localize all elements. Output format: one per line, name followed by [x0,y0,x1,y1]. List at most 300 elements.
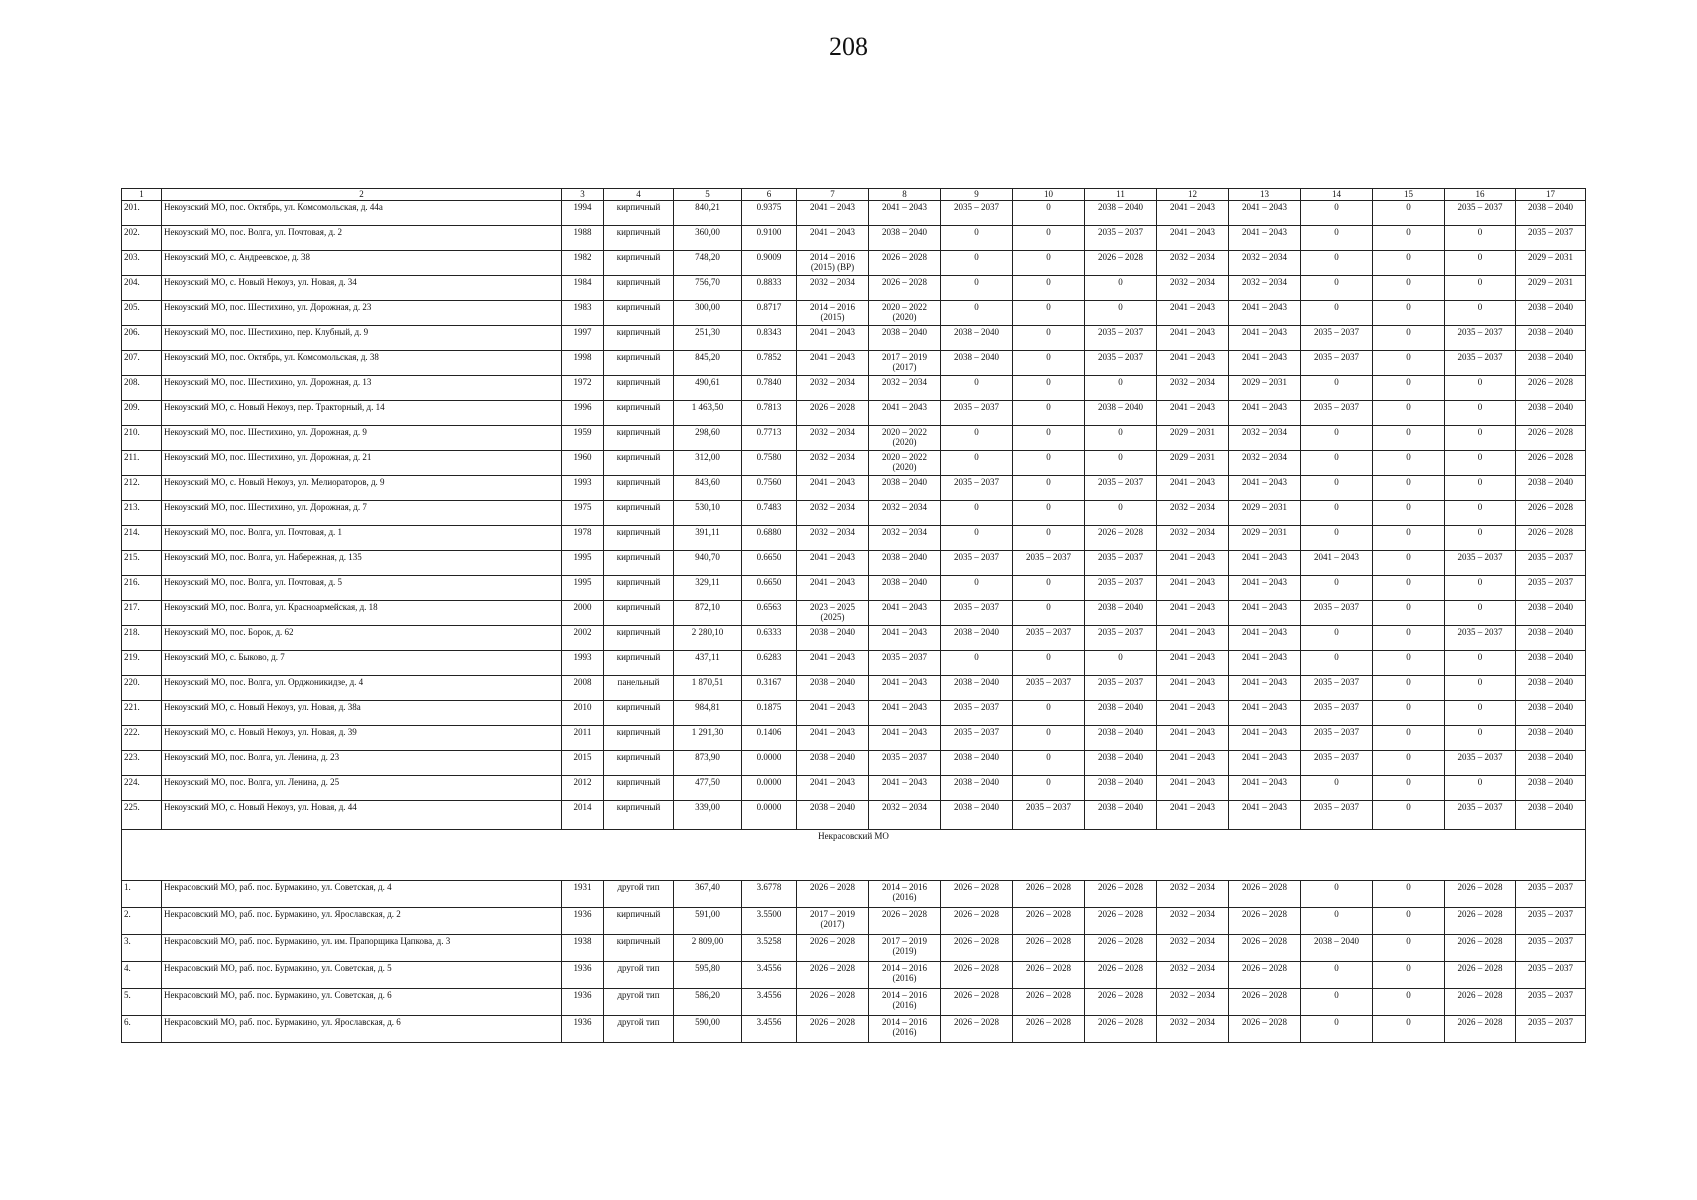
table-cell: 2035 – 2037 [941,401,1013,426]
table-cell: 2035 – 2037 [1516,962,1586,989]
table-cell: 0.6333 [742,626,797,651]
table-cell: 0.3167 [742,676,797,701]
table-cell: 0 [941,501,1013,526]
table-cell: 0 [1013,701,1085,726]
address-cell: Некоузский МО, с. Андреевское, д. 38 [162,251,562,276]
table-cell: 2038 – 2040 [941,676,1013,701]
table-cell: 0 [1373,576,1445,601]
table-cell: 2026 – 2028 [1085,908,1157,935]
table-cell: 0.1875 [742,701,797,726]
table-cell: 0 [1445,776,1516,801]
table-row [122,881,1586,908]
column-number: 12 [1157,189,1229,201]
address-cell: Некоузский МО, пос. Волга, ул. Почтовая, д. 1 [162,526,562,551]
table-cell: 2010 [562,701,604,726]
table-cell: 0 [941,451,1013,476]
table-cell: 872,10 [674,601,742,626]
table-cell: 2020 – 2022 (2020) [869,451,941,476]
table-cell: 2041 – 2043 [1157,626,1229,651]
address-cell: Некрасовский МО, раб. пос. Бурмакино, ул. Ярославская, д. 6 [162,1016,562,1043]
table-cell: кирпичный [604,776,674,801]
table-cell: 2020 – 2022 (2020) [869,301,941,326]
table-cell: 2026 – 2028 [1085,935,1157,962]
table-cell: 2035 – 2037 [1085,476,1157,501]
table-cell: 0 [1085,376,1157,401]
table-cell: 0 [1445,526,1516,551]
row-number: 6. [122,1016,162,1043]
row-number: 218. [122,626,162,651]
table-cell: 0 [941,251,1013,276]
table-cell: 2041 – 2043 [1229,401,1301,426]
table-cell: 0 [1445,251,1516,276]
table-cell: 2038 – 2040 [1301,935,1373,962]
table-cell: 2041 – 2043 [869,701,941,726]
table-cell: 0.6880 [742,526,797,551]
table-cell: 2035 – 2037 [1013,626,1085,651]
address-cell: Некоузский МО, пос. Волга, ул. Почтовая, д. 2 [162,226,562,251]
table-row [122,401,1586,426]
table-cell: 0 [1301,626,1373,651]
table-cell: 2032 – 2034 [1157,1016,1229,1043]
table-cell: 2032 – 2034 [797,501,869,526]
table-cell: 0 [1301,962,1373,989]
table-cell: 300,00 [674,301,742,326]
table-cell: кирпичный [604,576,674,601]
table-cell: 0.9009 [742,251,797,276]
table-cell: 0 [1013,251,1085,276]
table-row [122,501,1586,526]
table-cell: 2041 – 2043 [1157,576,1229,601]
table-row [122,726,1586,751]
table-cell: 0 [1085,501,1157,526]
row-number: 219. [122,651,162,676]
table-cell: 2035 – 2037 [1301,701,1373,726]
table-cell: 0 [1373,401,1445,426]
table-row [122,701,1586,726]
table-row [122,751,1586,776]
address-cell: Некоузский МО, с. Быково, д. 7 [162,651,562,676]
table-cell: 1995 [562,551,604,576]
table-cell: 1936 [562,989,604,1016]
table-cell: 0 [1301,201,1373,226]
column-number: 17 [1516,189,1586,201]
table-cell: 2035 – 2037 [1516,908,1586,935]
table-cell: 2017 – 2019 (2017) [797,908,869,935]
table-cell: 3.5258 [742,935,797,962]
table-cell: 0.6283 [742,651,797,676]
table-cell: кирпичный [604,226,674,251]
table-cell: 2014 – 2016 (2016) [869,881,941,908]
table-cell: 0 [1373,376,1445,401]
table-cell: 2026 – 2028 [1229,1016,1301,1043]
table-cell: кирпичный [604,301,674,326]
table-cell: 0 [1301,576,1373,601]
table-cell: 2035 – 2037 [1516,935,1586,962]
table-cell: 0 [1301,776,1373,801]
table-cell: 2041 – 2043 [1229,351,1301,376]
table-cell: 2026 – 2028 [1085,881,1157,908]
column-number: 16 [1445,189,1516,201]
table-cell: 2035 – 2037 [941,601,1013,626]
table-cell: 2029 – 2031 [1516,276,1586,301]
table-cell: 0 [1301,301,1373,326]
table-cell: 2041 – 2043 [1157,801,1229,830]
table-cell: 0 [1373,326,1445,351]
table-cell: 2041 – 2043 [1157,201,1229,226]
table-cell: 0 [1013,726,1085,751]
table-cell: кирпичный [604,451,674,476]
table-cell: 586,20 [674,989,742,1016]
table-row [122,326,1586,351]
table-cell: 2035 – 2037 [1301,726,1373,751]
column-number: 11 [1085,189,1157,201]
table-cell: 2029 – 2031 [1516,251,1586,276]
table-cell: кирпичный [604,326,674,351]
table-cell: 0 [1373,908,1445,935]
table-cell: 2023 – 2025 (2025) [797,601,869,626]
row-number: 212. [122,476,162,501]
table-cell: 3.4556 [742,1016,797,1043]
address-cell: Некоузский МО, пос. Шестихино, ул. Дорожная, д. 23 [162,301,562,326]
table-cell: 0 [1445,301,1516,326]
table-cell: 2032 – 2034 [797,526,869,551]
table-cell: 2038 – 2040 [1516,751,1586,776]
table-cell: 0 [1373,801,1445,830]
table-cell: 0 [1445,651,1516,676]
table-cell: 0 [1085,451,1157,476]
table-row [122,251,1586,276]
table-cell: кирпичный [604,351,674,376]
table-cell: 1994 [562,201,604,226]
row-number: 215. [122,551,162,576]
table-cell: 0 [1373,989,1445,1016]
table-cell: 2035 – 2037 [1516,226,1586,251]
table-cell: кирпичный [604,476,674,501]
column-number: 1 [122,189,162,201]
table-cell: 2035 – 2037 [1516,1016,1586,1043]
table-cell: 0 [941,226,1013,251]
table-cell: 0 [1445,376,1516,401]
table-cell: 0 [1301,451,1373,476]
table-cell: 2008 [562,676,604,701]
table-cell: 0 [1085,301,1157,326]
table-cell: 0 [1373,451,1445,476]
table-cell: 1988 [562,226,604,251]
table-cell: 2014 – 2016 (2015) [797,301,869,326]
table-cell: 0.0000 [742,776,797,801]
table-cell: 2026 – 2028 [797,1016,869,1043]
table-cell: 2041 – 2043 [797,776,869,801]
table-cell: 2029 – 2031 [1229,526,1301,551]
table-cell: 2038 – 2040 [1085,701,1157,726]
row-number: 224. [122,776,162,801]
table-cell: 0 [1373,301,1445,326]
table-cell: 2038 – 2040 [1516,701,1586,726]
table-cell: 0.7713 [742,426,797,451]
table-cell: 0 [1373,651,1445,676]
table-cell: 0 [1301,501,1373,526]
table-cell: 2026 – 2028 [1445,881,1516,908]
table-cell: 2038 – 2040 [869,226,941,251]
table-body-nekrasov [122,881,1586,1043]
table-cell: 2035 – 2037 [1516,989,1586,1016]
table-cell: другой тип [604,962,674,989]
table-cell: 2041 – 2043 [797,551,869,576]
table-cell: 0 [1013,401,1085,426]
table-cell: 984,81 [674,701,742,726]
table-cell: 0 [1373,351,1445,376]
table-cell: 1982 [562,251,604,276]
table-cell: 2026 – 2028 [797,401,869,426]
table-cell: 2038 – 2040 [869,326,941,351]
table-cell: 298,60 [674,426,742,451]
table-cell: 2032 – 2034 [1229,426,1301,451]
table-cell: 2035 – 2037 [1445,201,1516,226]
table-cell: 2026 – 2028 [941,881,1013,908]
table-cell: 0 [941,426,1013,451]
table-cell: 2041 – 2043 [869,626,941,651]
table-cell: 2038 – 2040 [1516,801,1586,830]
table-cell: 2026 – 2028 [941,989,1013,1016]
table-cell: 2026 – 2028 [1445,962,1516,989]
address-cell: Некоузский МО, пос. Шестихино, ул. Дорожная, д. 13 [162,376,562,401]
table-cell: 0 [1373,426,1445,451]
table-cell: 2035 – 2037 [1085,576,1157,601]
table-cell: 2026 – 2028 [1445,1016,1516,1043]
table-row [122,476,1586,501]
column-number: 8 [869,189,941,201]
table-cell: 2038 – 2040 [869,476,941,501]
table-cell: 2014 – 2016 (2015) (ВР) [797,251,869,276]
table-cell: 0 [1013,476,1085,501]
table-cell: 2038 – 2040 [941,801,1013,830]
table-cell: 2035 – 2037 [1516,576,1586,601]
table-cell: 0 [1301,1016,1373,1043]
address-cell: Некоузский МО, пос. Волга, ул. Почтовая, д. 5 [162,576,562,601]
table-row [122,935,1586,962]
table-cell: 2038 – 2040 [941,751,1013,776]
row-number: 222. [122,726,162,751]
table-cell: 2026 – 2028 [1085,1016,1157,1043]
table-cell: 2032 – 2034 [1229,276,1301,301]
table-cell: 2041 – 2043 [797,576,869,601]
table-cell: 2026 – 2028 [797,962,869,989]
table-cell: 2038 – 2040 [1516,326,1586,351]
table-cell: 2035 – 2037 [1301,351,1373,376]
table-cell: 3.5500 [742,908,797,935]
row-number: 221. [122,701,162,726]
table-cell: 2041 – 2043 [1229,326,1301,351]
table-cell: 0.7560 [742,476,797,501]
table-cell: 2041 – 2043 [1157,601,1229,626]
table-cell: 873,90 [674,751,742,776]
table-cell: 0 [1373,251,1445,276]
table-cell: 2026 – 2028 [869,276,941,301]
table-cell: 845,20 [674,351,742,376]
table-cell: 2026 – 2028 [1516,526,1586,551]
table-cell: 2026 – 2028 [1445,935,1516,962]
table-row [122,351,1586,376]
table-cell: 2032 – 2034 [1229,451,1301,476]
table-cell: 2029 – 2031 [1157,451,1229,476]
table-cell: 0 [1301,651,1373,676]
row-number: 220. [122,676,162,701]
table-cell: 2000 [562,601,604,626]
table-cell: 0 [1373,551,1445,576]
table-cell: 2026 – 2028 [941,935,1013,962]
table-cell: 2041 – 2043 [1229,301,1301,326]
address-cell: Некрасовский МО, раб. пос. Бурмакино, ул. Советская, д. 4 [162,881,562,908]
table-row [122,201,1586,226]
table-cell: 2035 – 2037 [869,651,941,676]
table-cell: 2014 – 2016 (2016) [869,989,941,1016]
table-row [122,908,1586,935]
table-cell: 2029 – 2031 [1229,376,1301,401]
table-cell: 0 [1445,226,1516,251]
table-cell: кирпичный [604,276,674,301]
table-cell: 2041 – 2043 [797,701,869,726]
table-row [122,451,1586,476]
table-cell: 2041 – 2043 [797,351,869,376]
table-cell: 1995 [562,576,604,601]
table-cell: 2 809,00 [674,935,742,962]
table-cell: 0 [1445,601,1516,626]
table-body-nekouz [122,201,1586,801]
row-number: 203. [122,251,162,276]
row-number: 201. [122,201,162,226]
column-number: 6 [742,189,797,201]
table-cell: 0 [1013,651,1085,676]
table-cell: 2038 – 2040 [941,351,1013,376]
table-cell: 2026 – 2028 [941,908,1013,935]
table-row [122,1016,1586,1043]
table-cell: 2038 – 2040 [1516,301,1586,326]
table-cell: 2041 – 2043 [869,401,941,426]
table-cell: 2026 – 2028 [1516,501,1586,526]
table-cell: 2015 [562,751,604,776]
table-cell: 0 [1445,676,1516,701]
address-cell: Некоузский МО, с. Новый Некоуз, пер. Тракторный, д. 14 [162,401,562,426]
table-cell: 530,10 [674,501,742,526]
table-cell: кирпичный [604,251,674,276]
table-cell: 2032 – 2034 [1157,908,1229,935]
address-cell: Некрасовский МО, раб. пос. Бурмакино, ул. Ярославская, д. 2 [162,908,562,935]
table-cell: 1936 [562,962,604,989]
table-cell: 2026 – 2028 [797,935,869,962]
table-cell: 2038 – 2040 [1516,476,1586,501]
table-cell: 0 [1373,726,1445,751]
table-cell: 2041 – 2043 [1229,751,1301,776]
table-cell: 2038 – 2040 [797,751,869,776]
table-cell: 2035 – 2037 [941,701,1013,726]
table-cell: 0 [941,576,1013,601]
table-cell: 1978 [562,526,604,551]
table-cell: 0 [1445,276,1516,301]
table-row [122,651,1586,676]
table-cell: 2026 – 2028 [1013,908,1085,935]
table-cell: кирпичный [604,601,674,626]
address-cell: Некоузский МО, пос. Шестихино, пер. Клубный, д. 9 [162,326,562,351]
table-cell: 367,40 [674,881,742,908]
address-cell: Некоузский МО, пос. Волга, ул. Красноармейская, д. 18 [162,601,562,626]
row-number: 206. [122,326,162,351]
row-number: 209. [122,401,162,426]
address-cell: Некрасовский МО, раб. пос. Бурмакино, ул. Советская, д. 5 [162,962,562,989]
table-cell: 2041 – 2043 [1229,201,1301,226]
table-cell: 2035 – 2037 [1085,551,1157,576]
table-cell: 0 [1373,201,1445,226]
table-cell: 2026 – 2028 [1445,908,1516,935]
table-cell: 2038 – 2040 [869,576,941,601]
table-cell: 2041 – 2043 [1229,726,1301,751]
table-cell: 2038 – 2040 [1516,401,1586,426]
table-cell: 2041 – 2043 [797,226,869,251]
table-cell: кирпичный [604,751,674,776]
table-cell: 0 [1445,401,1516,426]
address-cell: Некоузский МО, пос. Волга, ул. Ленина, д. 23 [162,751,562,776]
table-cell: кирпичный [604,201,674,226]
table-cell: 2032 – 2034 [1157,962,1229,989]
table-cell: 2038 – 2040 [869,551,941,576]
table-cell: 2032 – 2034 [869,501,941,526]
table-cell: 0 [1013,576,1085,601]
table-cell: 2026 – 2028 [1516,376,1586,401]
table-cell: 2026 – 2028 [1516,451,1586,476]
address-cell: Некоузский МО, пос. Октябрь, ул. Комсомольская, д. 38 [162,351,562,376]
table-cell: 2026 – 2028 [1013,1016,1085,1043]
table-cell: 2041 – 2043 [1157,401,1229,426]
table-cell: 2026 – 2028 [1516,426,1586,451]
table-cell: 0 [1013,326,1085,351]
table-cell: 2026 – 2028 [1013,935,1085,962]
row-number: 217. [122,601,162,626]
row-number: 210. [122,426,162,451]
table-cell: 1983 [562,301,604,326]
table-cell: кирпичный [604,426,674,451]
table-cell: 0 [1013,751,1085,776]
table-cell: 1997 [562,326,604,351]
table-cell: 0 [1373,776,1445,801]
table-cell: другой тип [604,881,674,908]
table-cell: 2041 – 2043 [1229,701,1301,726]
table-cell: 0.6650 [742,576,797,601]
table-cell: 2035 – 2037 [1301,676,1373,701]
table-cell: кирпичный [604,376,674,401]
table-cell: 2041 – 2043 [1301,551,1373,576]
table-cell: 2035 – 2037 [1445,326,1516,351]
table-cell: 2041 – 2043 [1157,351,1229,376]
table-cell: 2038 – 2040 [1085,801,1157,830]
table-cell: 0 [1373,626,1445,651]
table-cell: 2041 – 2043 [797,726,869,751]
table-row [122,676,1586,701]
table-cell: 1959 [562,426,604,451]
table-cell: 1998 [562,351,604,376]
table-cell: 391,11 [674,526,742,551]
table-cell: 2026 – 2028 [1229,881,1301,908]
table-cell: 2035 – 2037 [1301,801,1373,830]
address-cell: Некоузский МО, с. Новый Некоуз, ул. Новая, д. 39 [162,726,562,751]
table-cell: 2032 – 2034 [1157,376,1229,401]
table-cell: 2026 – 2028 [797,989,869,1016]
table-cell: 0 [941,526,1013,551]
table-cell: 0 [1301,426,1373,451]
table-cell: 0 [1013,426,1085,451]
table-cell: 0 [1373,676,1445,701]
table-cell: 2 280,10 [674,626,742,651]
table-cell: 1 463,50 [674,401,742,426]
address-cell: Некрасовский МО, раб. пос. Бурмакино, ул. им. Прапорщика Цапкова, д. 3 [162,935,562,962]
